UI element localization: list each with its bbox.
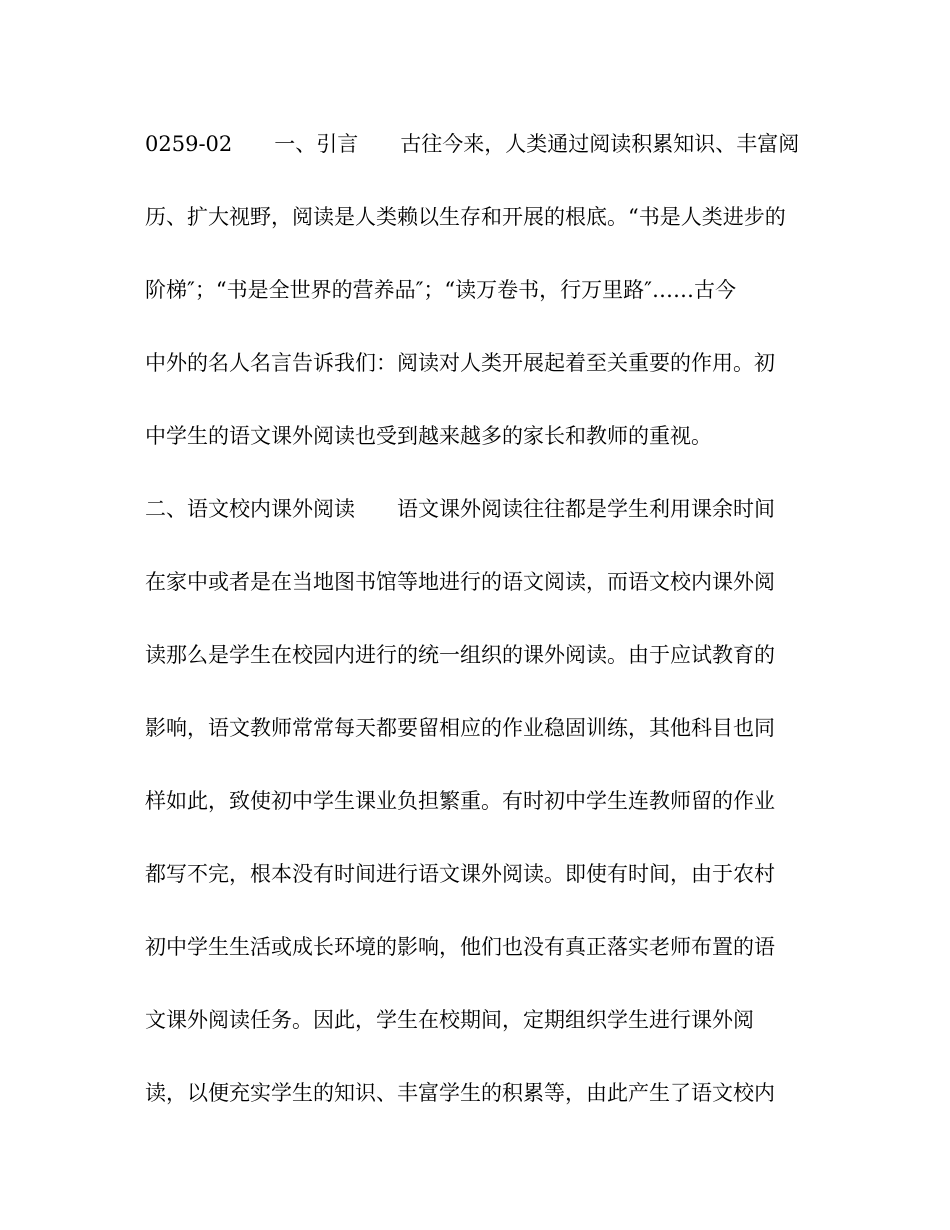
text-line: 0259-02 一、引言 古往今来，人类通过阅读积累知识、丰富阅 — [145, 132, 800, 156]
text-line: 都写不完，根本没有时间进行语文课外阅读。即使有时间，由于农村 — [145, 862, 775, 886]
text-line: 二、语文校内课外阅读 语文课外阅读往往都是学生利用课余时间 — [145, 497, 775, 521]
text-line: 初中学生生活或成长环境的影响，他们也没有真正落实老师布置的语 — [145, 935, 775, 959]
text-line: 在家中或者是在当地图书馆等地进行的语文阅读，而语文校内课外阅 — [145, 570, 775, 594]
text-line: 文课外阅读任务。因此，学生在校期间，定期组织学生进行课外阅 — [145, 1008, 754, 1032]
text-line: 影响，语文教师常常每天都要留相应的作业稳固训练，其他科目也同 — [145, 716, 775, 740]
text-line: 阶梯″；“书是全世界的营养品″；“读万卷书，行万里路″……古今 — [145, 278, 737, 302]
text-line: 读，以便充实学生的知识、丰富学生的积累等，由此产生了语文校内 — [145, 1081, 775, 1105]
text-line: 中学生的语文课外阅读也受到越来越多的家长和教师的重视。 — [145, 424, 712, 448]
text-line: 样如此，致使初中学生课业负担繁重。有时初中学生连教师留的作业 — [145, 789, 775, 813]
body-text — [145, 124, 810, 1146]
text-line: 历、扩大视野，阅读是人类赖以生存和开展的根底。“书是人类进步的 — [145, 205, 786, 229]
text-line: 读那么是学生在校园内进行的统一组织的课外阅读。由于应试教育的 — [145, 643, 775, 667]
text-line: 中外的名人名言告诉我们：阅读对人类开展起着至关重要的作用。初 — [145, 351, 775, 375]
